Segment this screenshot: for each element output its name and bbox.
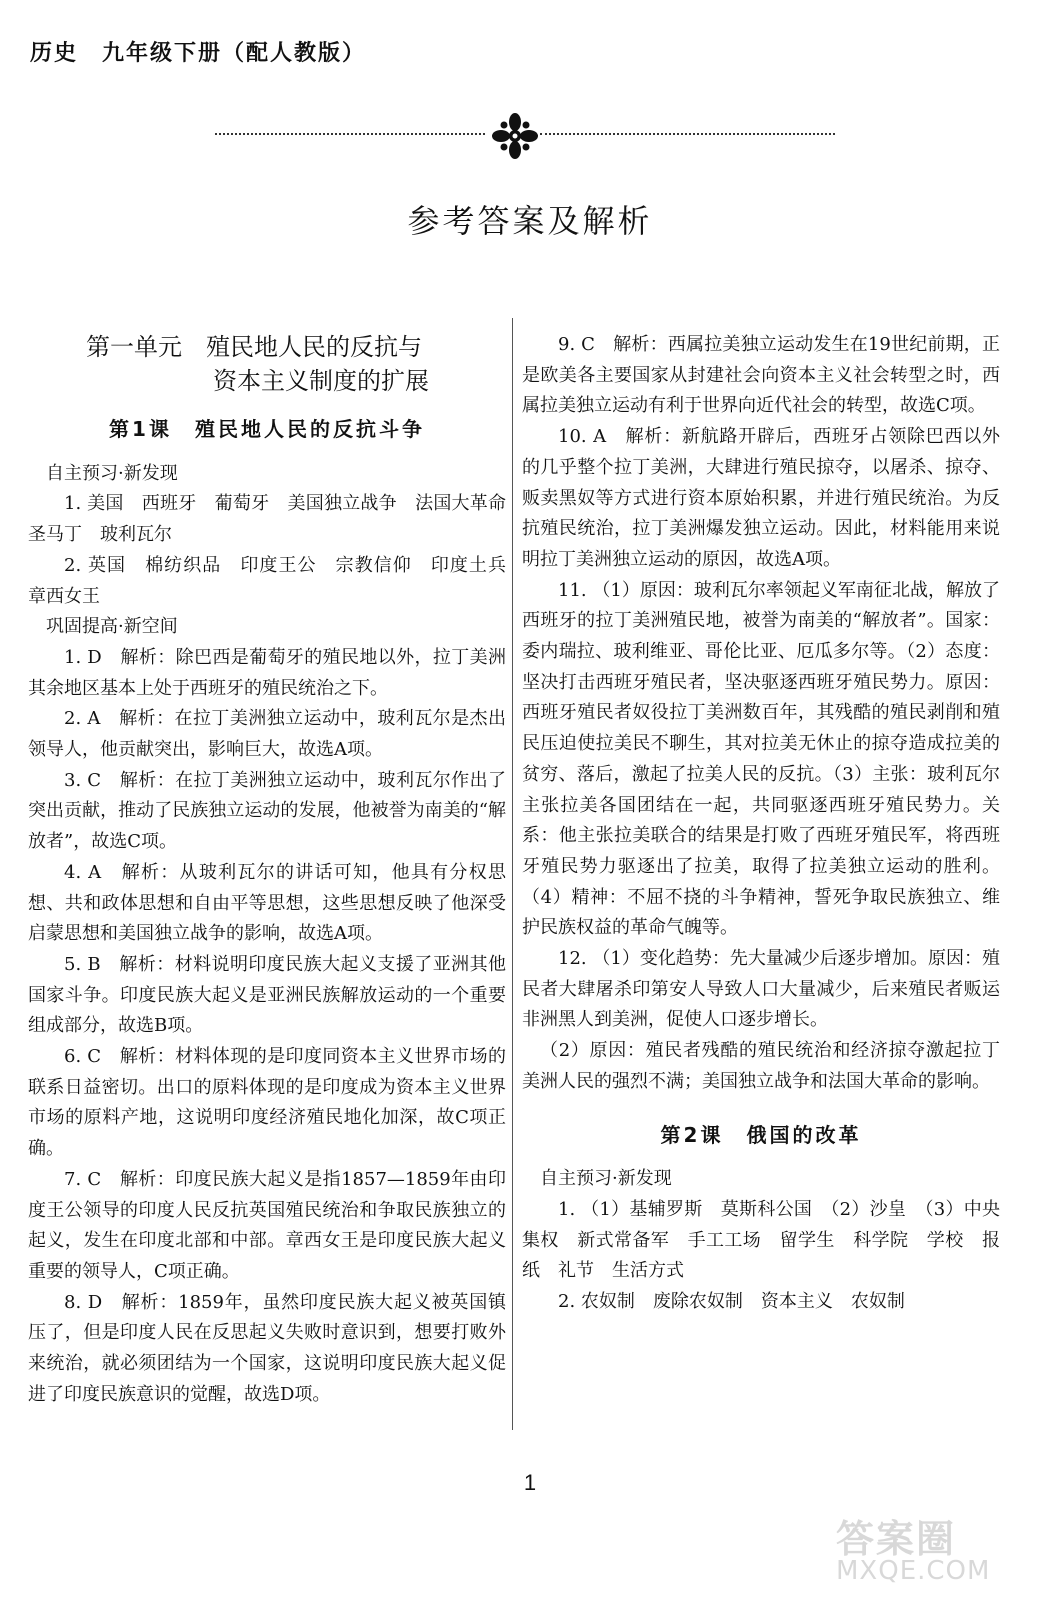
answer-item: 8. D 解析：1859年，虽然印度民族大起义被英国镇压了，但是印度人民在反思起义失败时意识到，想要打败外来统治，就必须团结为一个国家，这说明印度民族大起义促进了印度民族意识的觉醒，故选D项。 bbox=[28, 1291, 506, 1405]
lesson-2-heading: 第2课 俄国的改革 bbox=[660, 1122, 862, 1147]
answer-item: 11. （1）原因：玻利瓦尔率领起义军南征北战，解放了西班牙的拉丁美洲殖民地，被誉为南美的“解放者”。国家：委内瑞拉、玻利维亚、哥伦比亚、厄瓜多尔等。（2）态度：坚决打击西班牙殖民者，坚决驱逐西班牙殖民势力。原因：西班牙殖民者奴役拉丁美洲数百年，其残酷的殖民剥削和殖民压迫使拉美民不聊生，其对拉美无休止的掠夺造成拉美的贫穷、落后，激起了拉美人民的反抗。（3）主张：玻利瓦尔主张拉美各国团结在一起，共同驱逐西班牙殖民势力。关系：他主张拉美联合的结果是打败了西班牙殖民军，将西班牙殖民势力驱逐出了拉美，取得了拉美独立运动的胜利。（4）精神：不屈不挠的斗争精神，誓死争取民族独立、维护民族权益的革命气魄等。 bbox=[522, 579, 1000, 939]
answer-item: 10. A 解析：新航路开辟后，西班牙占领除巴西以外的几乎整个拉丁美洲，大肆进行殖民掠夺，以屠杀、掠夺、贩卖黑奴等方式进行资本原始积累，并进行殖民统治。为反抗殖民统治，拉丁美洲爆发独立运动。因此，材料能用来说明拉丁美洲独立运动的原因，故选A项。 bbox=[522, 426, 1000, 570]
answer-item: 2. 农奴制 废除农奴制 资本主义 农奴制 bbox=[558, 1291, 905, 1313]
unit-heading-line1: 第一单元 殖民地人民的反抗与 bbox=[86, 333, 422, 361]
answer-item: 5. B 解析：材料说明印度民族大起义支援了亚洲其他国家斗争。印度民族大起义是亚洲民族解放运动的一个重要组成部分，故选B项。 bbox=[28, 953, 506, 1037]
answer-item: 1. （1）基辅罗斯 莫斯科公国 （2）沙皇 （3）中央集权 新式常备军 手工工场 留学生 科学院 学校 报纸 礼节 生活方式 bbox=[522, 1198, 1000, 1282]
running-header: 历史 九年级下册（配人教版） bbox=[30, 40, 367, 66]
left-column bbox=[28, 330, 524, 1411]
unit-heading-line2: 资本主义制度的扩展 bbox=[213, 367, 429, 395]
answer-item: 9. C 解析：西属拉美独立运动发生在19世纪前期，正是欧美各主要国家从封建社会向资本主义社会转型之时，西属拉美独立运动有利于世界向近代社会的转型，故选C项。 bbox=[522, 334, 1000, 417]
answer-item: 3. C 解析：在拉丁美洲独立运动中，玻利瓦尔作出了突出贡献，推动了民族独立运动的发展，他被誉为南美的“解放者”，故选C项。 bbox=[28, 769, 506, 853]
answer-item: 12. （1）变化趋势：先大量减少后逐步增加。原因：殖民者大肆屠杀印第安人导致人口大量减少，后来殖民者贩运非洲黑人到美洲，促使人口逐步增长。 bbox=[522, 948, 1000, 1031]
flower-ornament-icon bbox=[491, 112, 539, 160]
watermark-en: MXQE.COM bbox=[836, 1556, 991, 1586]
section-label: 自主预习·新发现 bbox=[540, 1168, 672, 1190]
page-title: 参考答案及解析 bbox=[407, 202, 653, 240]
page-number: 1 bbox=[523, 1470, 537, 1495]
column-divider bbox=[512, 318, 513, 1430]
dotted-rule-left bbox=[215, 133, 485, 135]
section-label: 巩固提高·新空间 bbox=[46, 616, 178, 638]
lesson-1-heading: 第1课 殖民地人民的反抗斗争 bbox=[109, 417, 425, 441]
answer-item: 7. C 解析：印度民族大起义是指1857—1859年由印度王公领导的印度人民反抗英国殖民统治和争取民族独立的起义，发生在印度北部和中部。章西女王是印度民族大起义重要的领导人，C项正确。 bbox=[28, 1168, 506, 1282]
answer-item: 2. 英国 棉纺织品 印度王公 宗教信仰 印度土兵 章西女王 bbox=[28, 554, 524, 607]
section-label: 自主预习·新发现 bbox=[46, 462, 178, 484]
unit-heading bbox=[28, 330, 506, 398]
answer-item: 2. A 解析：在拉丁美洲独立运动中，玻利瓦尔是杰出领导人，他贡献突出，影响巨大，故选A项。 bbox=[28, 708, 506, 761]
watermark-cn: 答案圈 bbox=[836, 1517, 957, 1561]
answer-item: 4. A 解析：从玻利瓦尔的讲话可知，他具有分权思想、共和政体思想和自由平等思想，这些思想反映了他深受启蒙思想和美国独立战争的影响，故选A项。 bbox=[28, 861, 506, 945]
answer-item: 6. C 解析：材料体现的是印度同资本主义世界市场的联系日益密切。出口的原料体现的是印度成为资本主义世界市场的原料产地，这说明印度经济殖民地化加深，故C项正确。 bbox=[28, 1046, 506, 1160]
answer-item: 1. 美国 西班牙 葡萄牙 美国独立战争 法国大革命 圣马丁 玻利瓦尔 bbox=[28, 493, 524, 546]
answer-item: （2）原因：殖民者残酷的殖民统治和经济掠夺激起拉丁美洲人民的强烈不满；美国独立战争和法国大革命的影响。 bbox=[522, 1040, 1000, 1092]
right-column bbox=[522, 330, 1000, 1318]
dotted-rule-right bbox=[540, 133, 835, 135]
watermark-logo bbox=[832, 1508, 1052, 1594]
answer-item: 1. D 解析：除巴西是葡萄牙的殖民地以外，拉丁美洲其余地区基本上处于西班牙的殖民统治之下。 bbox=[28, 646, 506, 699]
ornament-divider bbox=[215, 112, 835, 162]
